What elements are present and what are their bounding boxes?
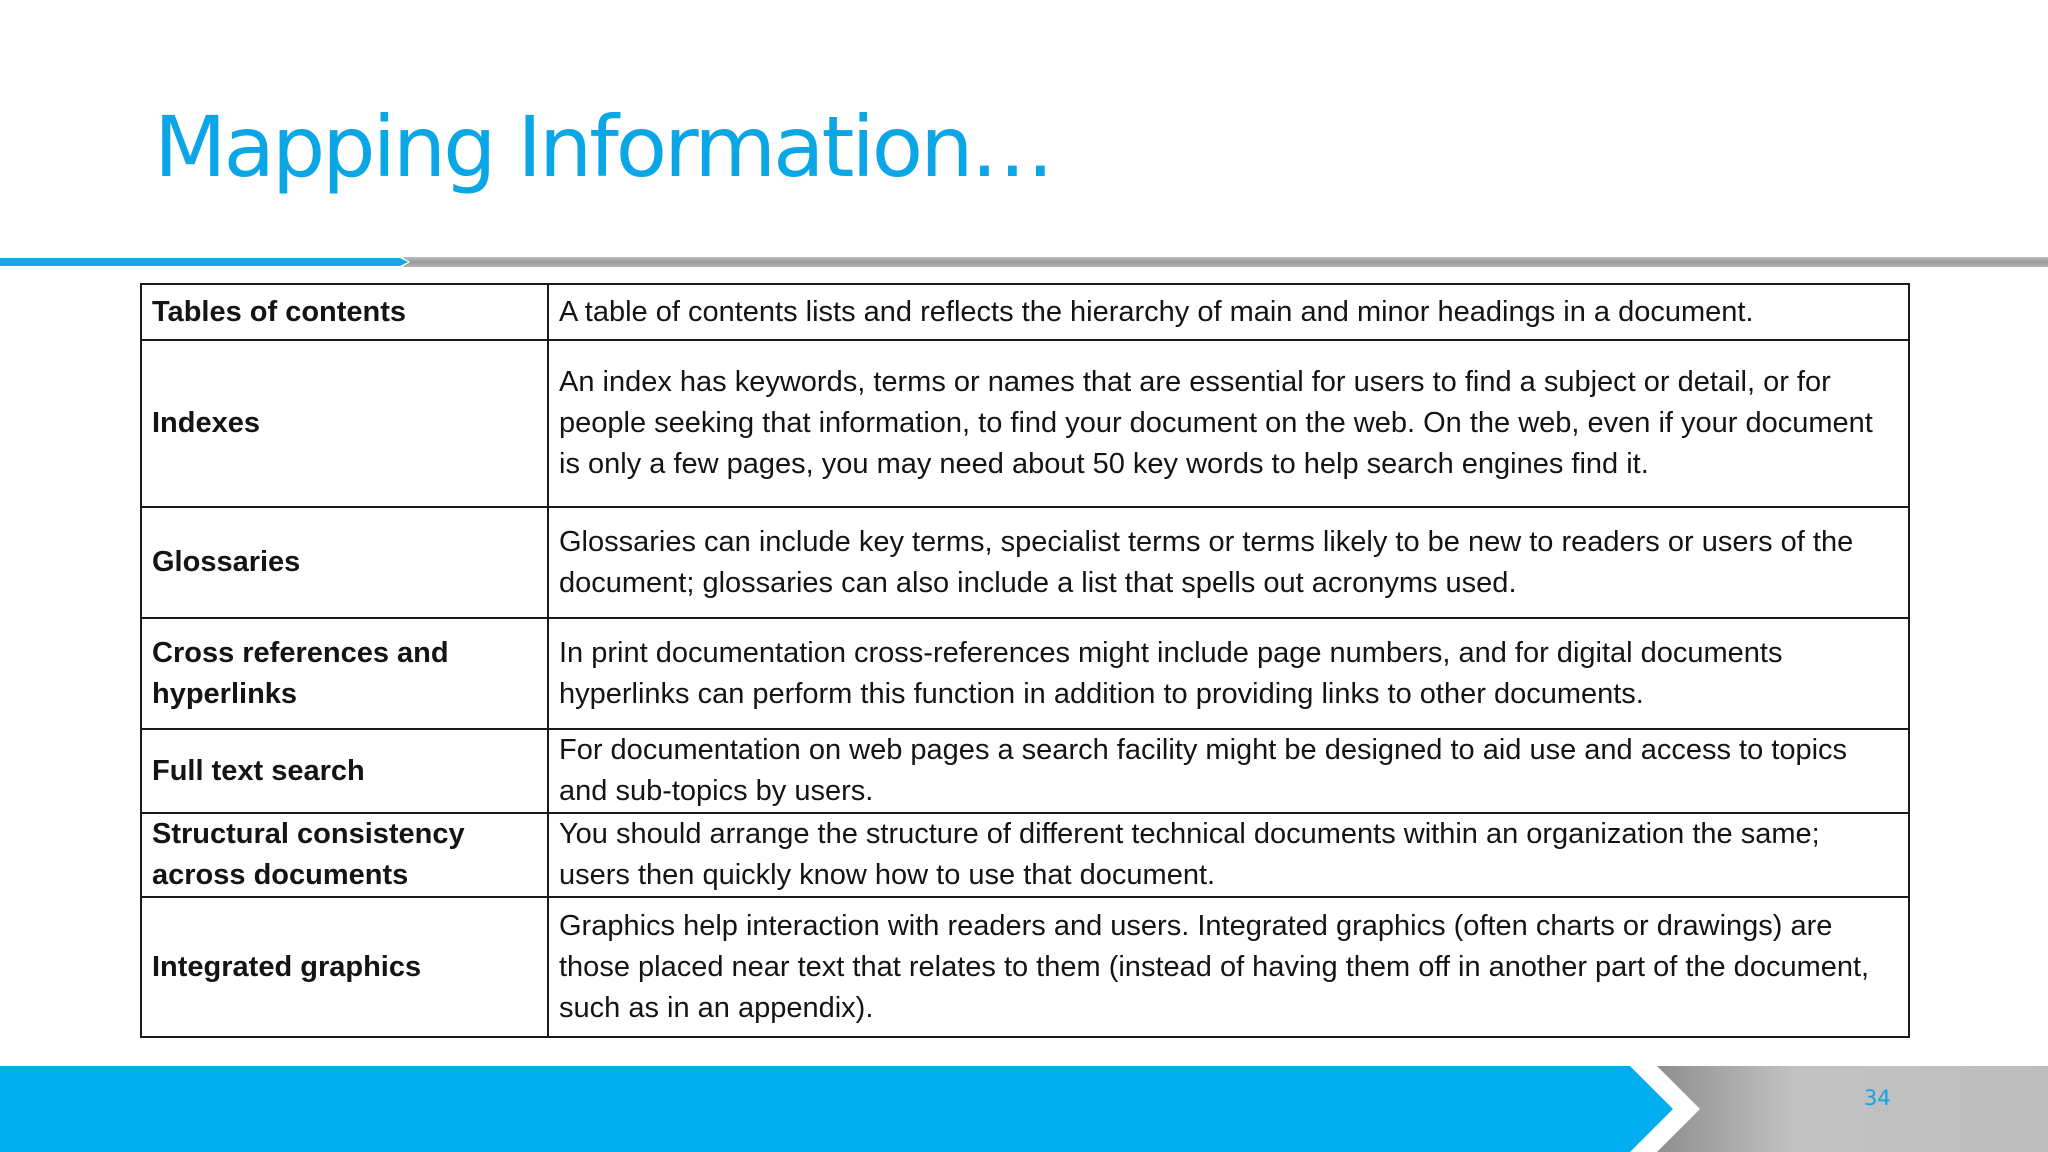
table-cell-description: Glossaries can include key terms, specialist terms or terms likely to be new to readers or users of the document; glossaries can also include a list that spells out acronyms used. [548, 507, 1909, 618]
table-cell-description: For documentation on web pages a search facility might be designed to aid use and access to topics and sub-topics by users. [548, 729, 1909, 813]
table-row [141, 897, 1909, 1037]
table-cell-term: Cross references and hyperlinks [141, 618, 548, 729]
table-cell-description: You should arrange the structure of different technical documents within an organization the same; users then quickly know how to use that document. [548, 813, 1909, 897]
table-cell-description: An index has keywords, terms or names that are essential for users to find a subject or detail, or for people seeking that information, to find your document on the web. On the web, even if your document is only a few pages, you may need about 50 key words to help search engines find it. [548, 340, 1909, 507]
page-number: 34 [1864, 1086, 1891, 1110]
table-cell-description: A table of contents lists and reflects the hierarchy of main and minor headings in a document. [548, 284, 1909, 340]
footer-gray-segment [1657, 1066, 2048, 1152]
table-row [141, 507, 1909, 618]
mapping-information-table [140, 283, 1910, 1038]
table-row [141, 340, 1909, 507]
table-cell-description: In print documentation cross-references might include page numbers, and for digital documents hyperlinks can perform this function in addition to providing links to other documents. [548, 618, 1909, 729]
header-divider-blue-segment [0, 258, 408, 266]
table-row [141, 729, 1909, 813]
table-cell-term: Full text search [141, 729, 548, 813]
table-cell-term: Indexes [141, 340, 548, 507]
header-divider-gray-segment [402, 257, 2048, 267]
table-cell-term: Tables of contents [141, 284, 548, 340]
table-row [141, 618, 1909, 729]
table-cell-term: Integrated graphics [141, 897, 548, 1037]
table-cell-term: Glossaries [141, 507, 548, 618]
footer-blue-segment [0, 1066, 1673, 1152]
table-cell-description: Graphics help interaction with readers and users. Integrated graphics (often charts or drawings) are those placed near text that relates to them (instead of having them off in another part of the document, such as in an appendix). [548, 897, 1909, 1037]
header-divider [0, 256, 2048, 270]
table-cell-term: Structural consistency across documents [141, 813, 548, 897]
table-row [141, 284, 1909, 340]
slide-title: Mapping Information… [154, 98, 1052, 196]
footer-bar [0, 1066, 2048, 1152]
table-row [141, 813, 1909, 897]
